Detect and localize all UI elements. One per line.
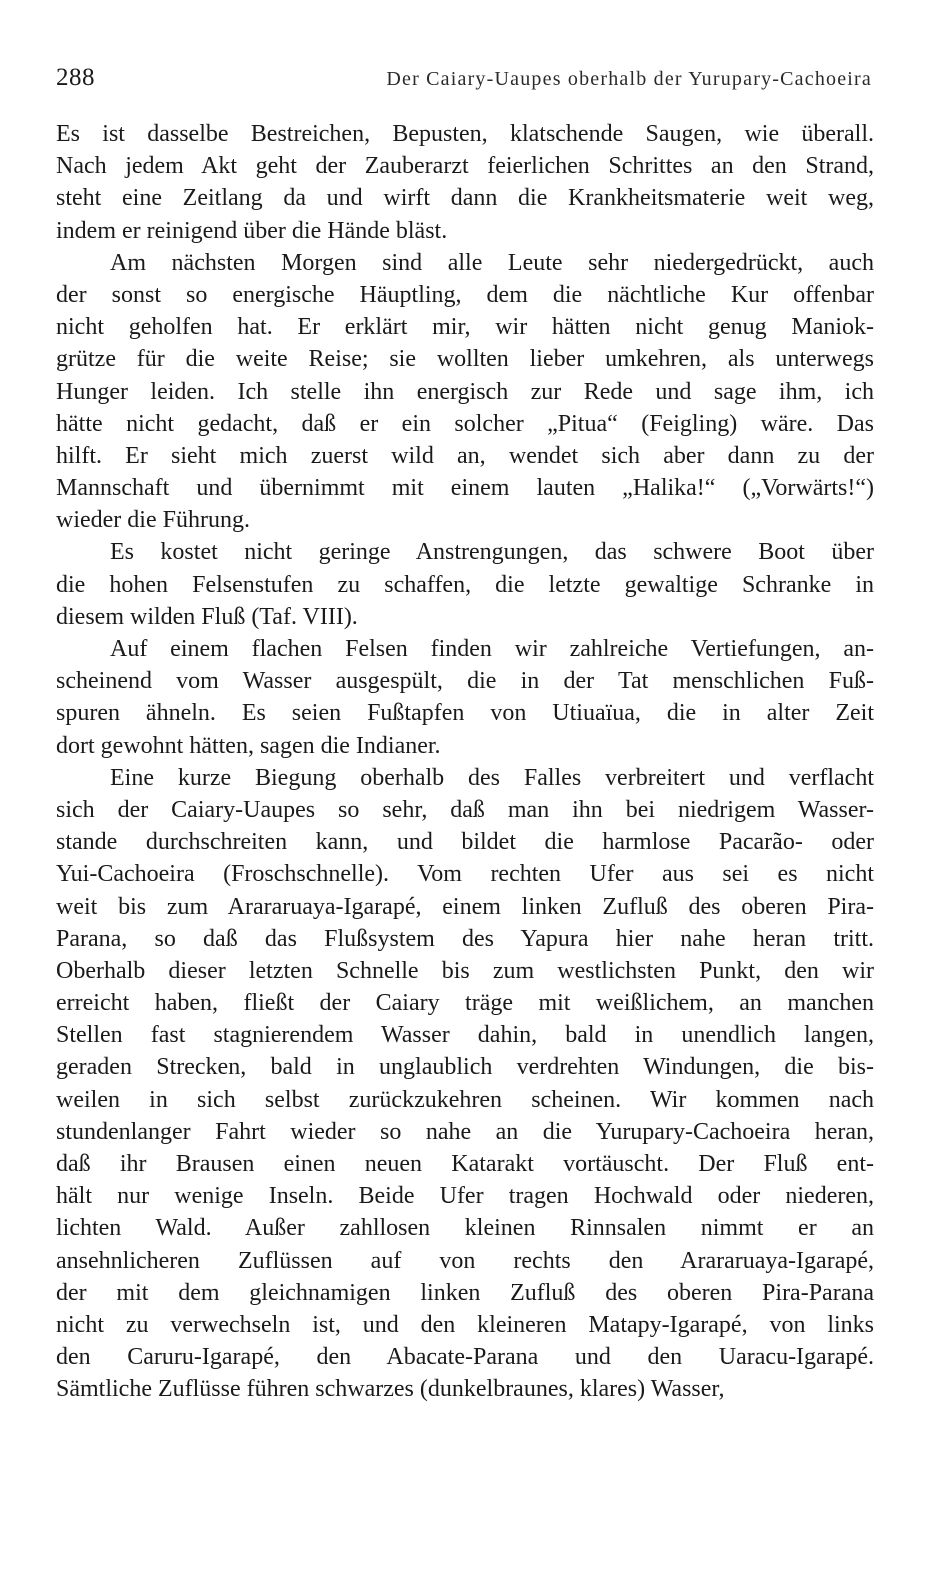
text-line: spuren ähneln. Es seien Fußtapfen von Utiuaïua, die in alter Zeit <box>56 700 874 727</box>
text-line: der mit dem gleichnamigen linken Zufluß des oberen Pira-Parana <box>56 1279 874 1306</box>
text-line: Yui-Cachoeira (Froschschnelle). Vom rechten Ufer aus sei es nicht <box>56 861 874 888</box>
text-line: sich der Caiary-Uaupes so sehr, daß man ihn bei niedrigem Wasser- <box>56 796 874 823</box>
text-line: erreicht haben, fließt der Caiary träge mit weißlichem, an manchen <box>56 990 874 1017</box>
text-line: Parana, so daß das Flußsystem des Yapura hier nahe heran tritt. <box>56 925 874 952</box>
text-line: hätte nicht gedacht, daß er ein solcher „Pitua“ (Feigling) wäre. Das <box>56 410 874 437</box>
running-head <box>56 64 872 100</box>
text-line: Stellen fast stagnierendem Wasser dahin, bald in unendlich langen, <box>56 1022 874 1049</box>
paragraph <box>56 118 874 247</box>
text-line: Auf einem flachen Felsen finden wir zahlreiche Vertiefungen, an- <box>110 636 874 662</box>
text-line: stundenlanger Fahrt wieder so nahe an die Yurupary-Cachoeira heran, <box>56 1118 874 1145</box>
text-line: nicht zu verwechseln ist, und den kleineren Matapy-Igarapé, von links <box>56 1311 874 1338</box>
body-text <box>56 118 874 1406</box>
text-line: den Caruru-Igarapé, den Abacate-Parana und den Uaracu-Igarapé. <box>56 1344 874 1371</box>
text-line: weilen in sich selbst zurückzukehren scheinen. Wir kommen nach <box>56 1086 874 1113</box>
text-line: die hohen Felsenstufen zu schaffen, die letzte gewaltige Schranke in <box>56 571 874 598</box>
text-line: Oberhalb dieser letzten Schnelle bis zum westlichsten Punkt, den wir <box>56 957 874 984</box>
text-line: weit bis zum Arararuaya-Igarapé, einem linken Zufluß des oberen Pira- <box>56 893 874 920</box>
page-number: 288 <box>56 64 95 91</box>
text-line: lichten Wald. Außer zahllosen kleinen Rinnsalen nimmt er an <box>56 1215 874 1242</box>
text-line: Sämtliche Zuflüsse führen schwarzes (dunkelbraunes, klares) Wasser, <box>56 1376 725 1403</box>
text-line: hält nur wenige Inseln. Beide Ufer tragen Hochwald oder niederen, <box>56 1183 874 1210</box>
text-line: der sonst so energische Häuptling, dem die nächtliche Kur offenbar <box>56 281 874 308</box>
text-line: steht eine Zeitlang da und wirft dann die Krankheitsmaterie weit weg, <box>56 185 874 212</box>
text-line: ansehnlicheren Zuflüssen auf von rechts den Arararuaya-Igarapé, <box>56 1247 874 1274</box>
text-line: diesem wilden Fluß (Taf. VIII). <box>56 603 358 630</box>
text-line: dort gewohnt hätten, sagen die Indianer. <box>56 732 441 759</box>
text-line: nicht geholfen hat. Er erklärt mir, wir hätten nicht genug Maniok- <box>56 314 874 341</box>
running-title: Der Caiary-Uaupes oberhalb der Yurupary-Cachoeira <box>386 68 872 90</box>
text-line: indem er reinigend über die Hände bläst. <box>56 217 448 244</box>
text-line: Am nächsten Morgen sind alle Leute sehr niedergedrückt, auch <box>110 249 874 276</box>
paragraph <box>56 762 874 1406</box>
text-line: Eine kurze Biegung oberhalb des Falles verbreitert und verflacht <box>110 764 874 791</box>
paragraph <box>56 247 874 537</box>
text-line: Nach jedem Akt geht der Zauberarzt feierlichen Schrittes an den Strand, <box>56 153 874 180</box>
text-line: Mannschaft und übernimmt mit einem lauten „Halika!“ („Vorwärts!“) <box>56 475 874 502</box>
text-line: grütze für die weite Reise; sie wollten lieber umkehren, als unterwegs <box>56 346 874 373</box>
text-line: scheinend vom Wasser ausgespült, die in der Tat menschlichen Fuß- <box>56 668 874 695</box>
paragraph <box>56 536 874 633</box>
text-line: Hunger leiden. Ich stelle ihn energisch zur Rede und sage ihm, ich <box>56 378 874 405</box>
text-line: wieder die Führung. <box>56 507 250 534</box>
text-line: geraden Strecken, bald in unglaublich verdrehten Windungen, die bis- <box>56 1054 874 1081</box>
text-line: stande durchschreiten kann, und bildet die harmlose Pacarão- oder <box>56 829 874 856</box>
text-line: Es kostet nicht geringe Anstrengungen, das schwere Boot über <box>110 539 874 566</box>
text-line: daß ihr Brausen einen neuen Katarakt vortäuscht. Der Fluß ent- <box>56 1151 874 1177</box>
text-line: hilft. Er sieht mich zuerst wild an, wendet sich aber dann zu der <box>56 442 874 469</box>
paragraph <box>56 633 874 762</box>
text-line: Es ist dasselbe Bestreichen, Bepusten, klatschende Saugen, wie überall. <box>56 121 874 147</box>
